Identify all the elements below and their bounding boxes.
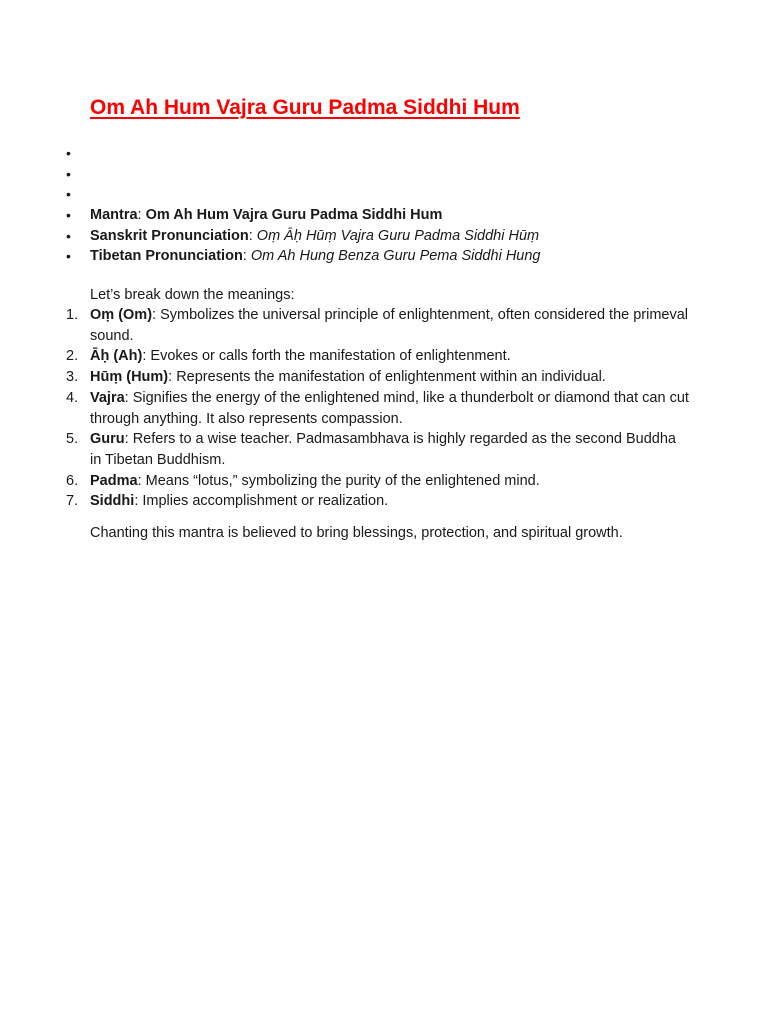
empty-bullet	[0, 184, 540, 205]
meaning-term: Guru	[90, 431, 125, 448]
empty-bullet	[0, 164, 540, 185]
info-list	[0, 143, 540, 267]
meaning-text: : Represents the manifestation of enlightenment within an individual.	[168, 369, 606, 386]
meaning-term: Padma	[90, 472, 138, 489]
meanings-list	[0, 305, 690, 512]
meaning-number: 4.	[66, 389, 79, 406]
meaning-text: : Implies accomplishment or realization.	[134, 493, 389, 510]
meaning-text: : Refers to a wise teacher. Padmasambhava is highly regarded as the second Buddha in Tibetan Buddhism.	[90, 431, 676, 468]
meaning-item	[0, 491, 690, 512]
meaning-number: 3.	[66, 369, 79, 386]
meaning-item	[0, 429, 690, 470]
empty-bullet	[0, 143, 540, 164]
tibetan-value: Om Ah Hung Benza Guru Pema Siddhi Hung	[250, 248, 541, 265]
meaning-term: Vajra	[90, 389, 125, 406]
closing-text: Chanting this mantra is believed to bring blessings, protection, and spiritual growth.	[90, 525, 623, 541]
meaning-item	[0, 471, 690, 492]
meaning-term: Hūṃ (Hum)	[90, 369, 169, 386]
meaning-number: 5.	[66, 431, 79, 448]
meaning-item	[0, 367, 690, 388]
mantra-value: Om Ah Hum Vajra Guru Padma Siddhi Hum	[145, 207, 443, 224]
meaning-text: : Means “lotus,” symbolizing the purity of the enlightened mind.	[137, 472, 540, 489]
mantra-label: Mantra	[90, 207, 138, 224]
meaning-text: : Symbolizes the universal principle of enlightenment, often considered the primeval sound.	[90, 307, 689, 344]
meaning-text: : Evokes or calls forth the manifestation of enlightenment.	[142, 348, 511, 365]
meaning-item	[0, 388, 690, 429]
sanskrit-item: • Sanskrit Pronunciation: Oṃ Āḥ Hūṃ Vajra Guru Padma Siddhi Hūṃ	[0, 226, 540, 247]
meaning-term: Siddhi	[90, 493, 135, 510]
meaning-item	[0, 305, 690, 346]
tibetan-item: • Tibetan Pronunciation: Om Ah Hung Benza Guru Pema Siddhi Hung	[0, 246, 540, 267]
meaning-number: 2.	[66, 348, 79, 365]
meaning-number: 6.	[66, 472, 79, 489]
mantra-item: • Mantra: Om Ah Hum Vajra Guru Padma Siddhi Hum	[0, 205, 540, 226]
sanskrit-value: Oṃ Āḥ Hūṃ Vajra Guru Padma Siddhi Hūṃ	[256, 227, 540, 244]
meaning-term: Āḥ (Ah)	[90, 348, 143, 365]
meaning-text: : Signifies the energy of the enlightened mind, like a thunderbolt or diamond that can cut through anything. It also represents compassion.	[90, 389, 689, 427]
meaning-item	[0, 346, 690, 367]
tibetan-label: Tibetan Pronunciation	[90, 248, 243, 265]
meaning-number: 7.	[66, 493, 79, 510]
meaning-term: Oṃ (Om)	[90, 307, 153, 323]
page-title: Om Ah Hum Vajra Guru Padma Siddhi Hum	[90, 96, 520, 119]
intro-text: Let’s break down the meanings:	[90, 287, 295, 303]
sanskrit-label: Sanskrit Pronunciation	[90, 227, 249, 244]
meaning-number: 1.	[66, 307, 79, 323]
